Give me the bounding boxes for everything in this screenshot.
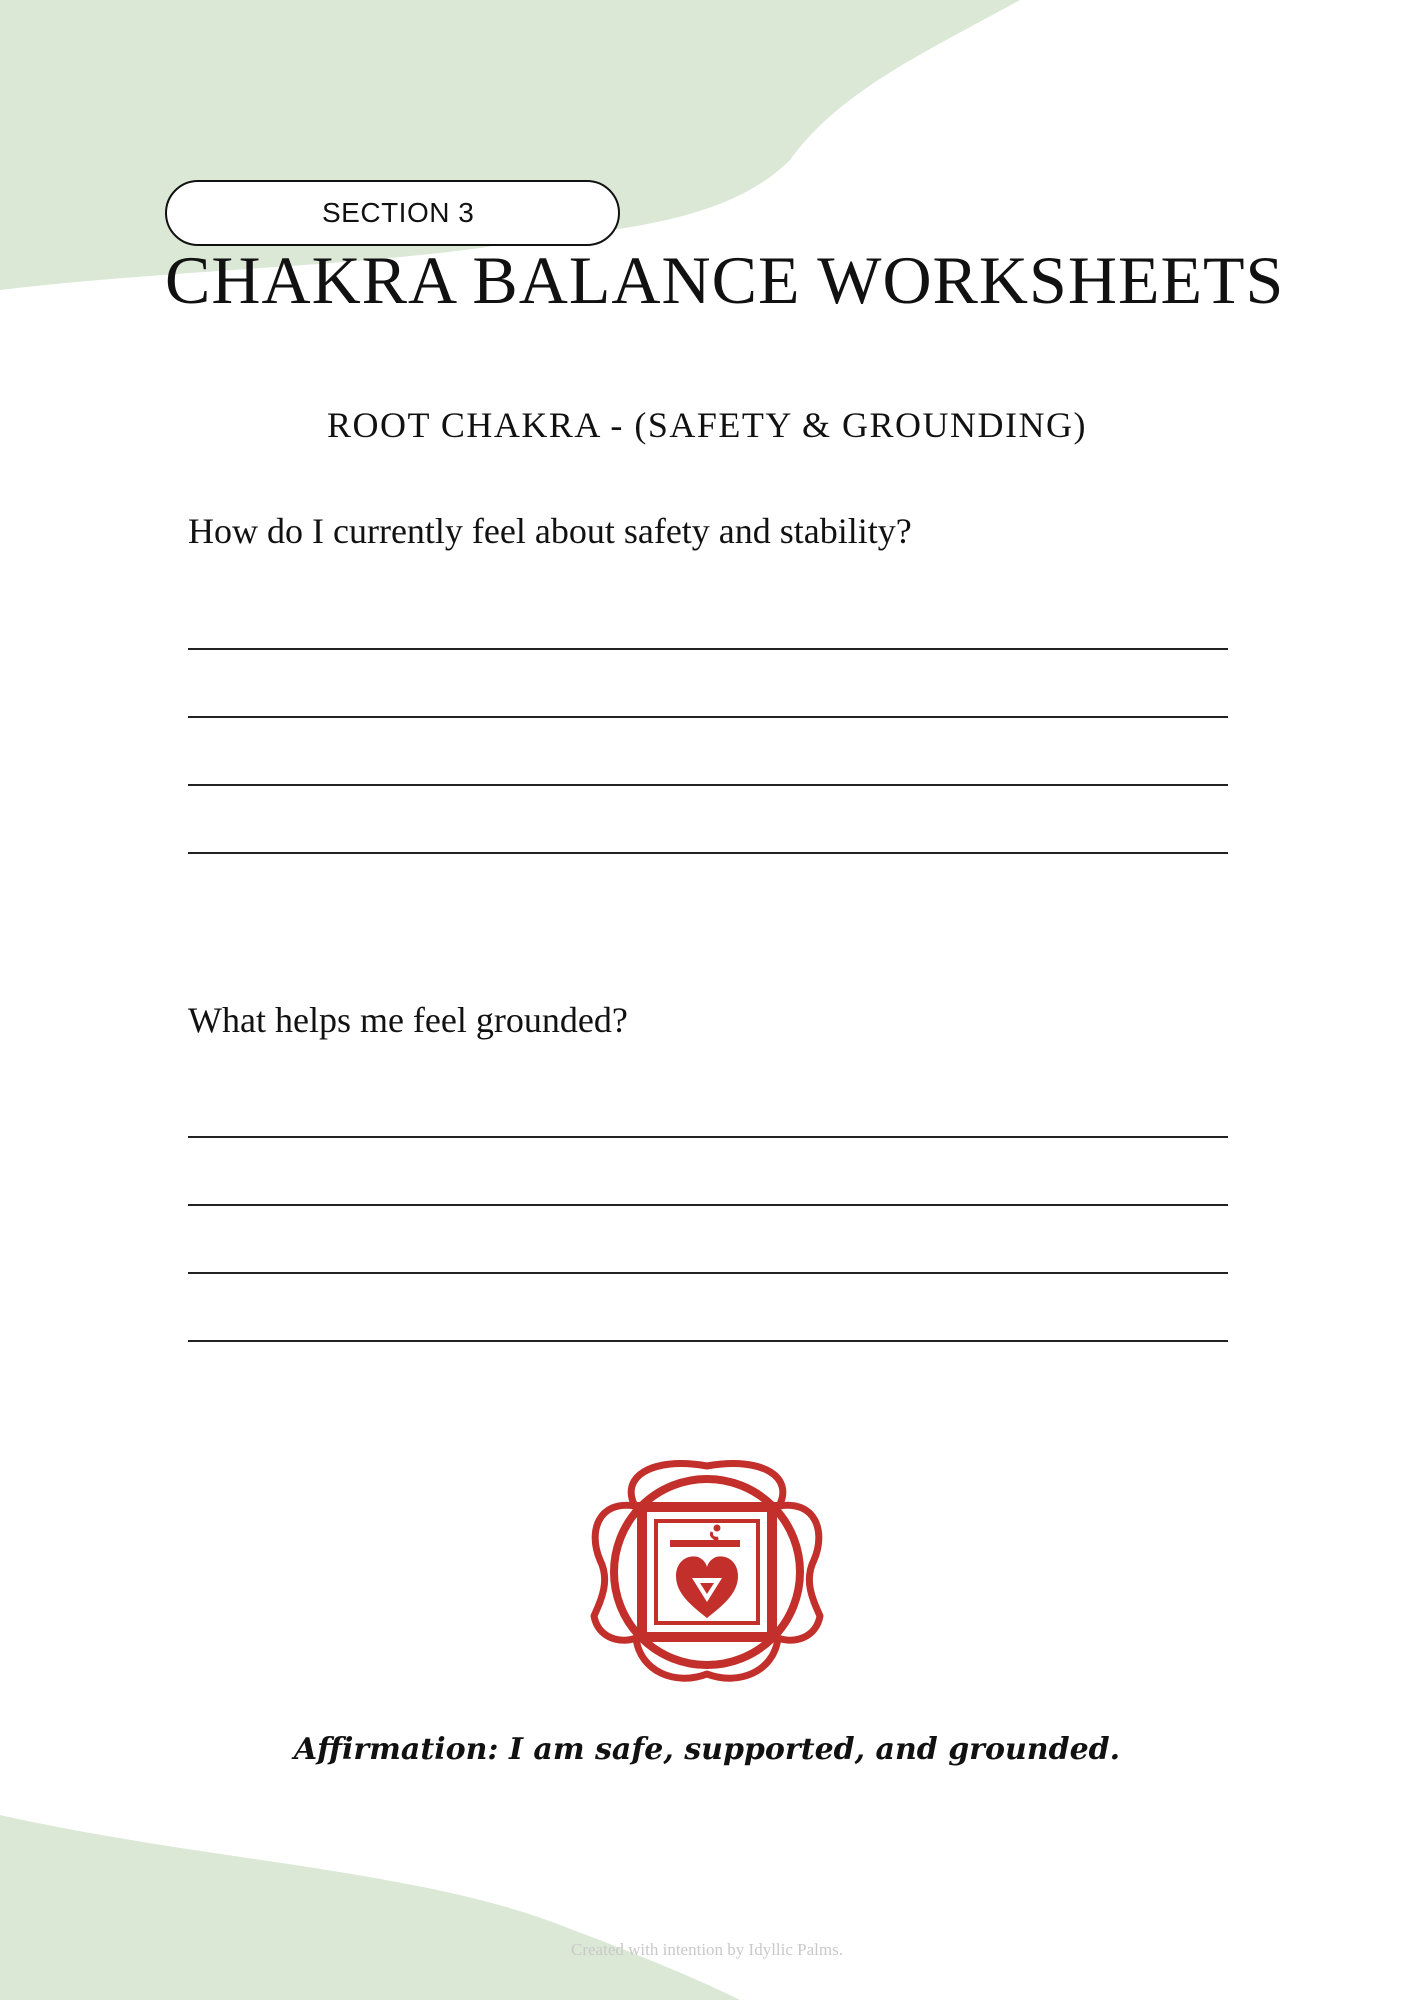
answer-line[interactable]: [188, 784, 1228, 786]
answer-line[interactable]: [188, 1204, 1228, 1206]
section-label: SECTION 3: [322, 197, 475, 228]
bottom-left-green-blob: [0, 1815, 740, 2000]
answer-line[interactable]: [188, 648, 1228, 650]
footer-credit: Created with intention by Idyllic Palms.: [571, 1940, 843, 1959]
question-1: How do I currently feel about safety and stability?: [188, 511, 912, 551]
answer-line[interactable]: [188, 1272, 1228, 1274]
answer-line[interactable]: [188, 1136, 1228, 1138]
answer-line[interactable]: [188, 852, 1228, 854]
question-2: What helps me feel grounded?: [188, 1000, 628, 1040]
worksheet-subtitle: ROOT CHAKRA - (SAFETY & GROUNDING): [326, 405, 1087, 445]
page-title: CHAKRA BALANCE WORKSHEETS: [165, 242, 1285, 318]
answer-line[interactable]: [188, 1340, 1228, 1342]
answer-line[interactable]: [188, 716, 1228, 718]
affirmation-text: Affirmation: I am safe, supported, and grounded.: [293, 1732, 1121, 1767]
root-chakra-icon: [580, 1448, 834, 1696]
